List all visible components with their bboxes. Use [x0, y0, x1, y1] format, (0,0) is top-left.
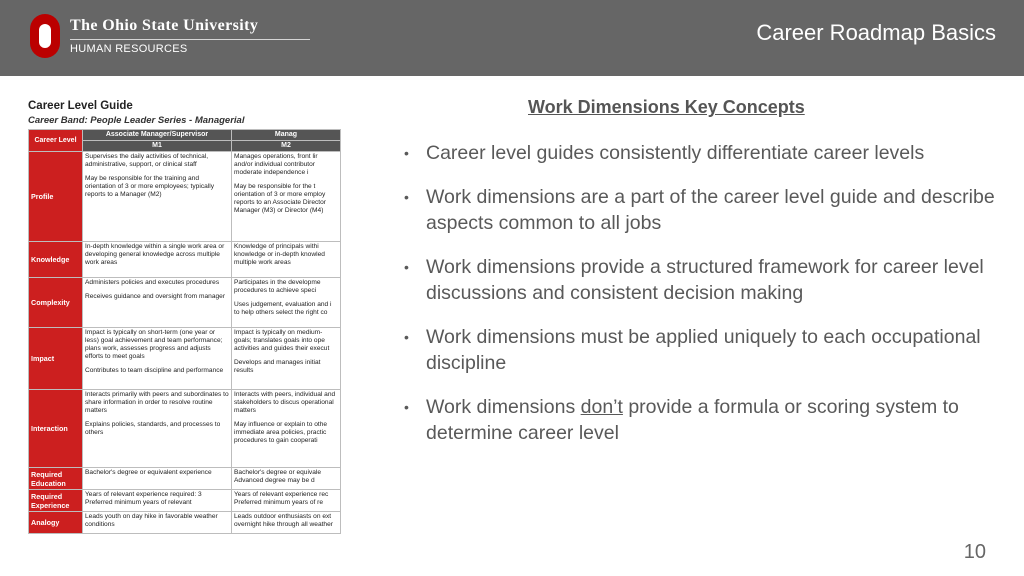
cell-text: Years of relevant experience rec Preferred minimum years of re [234, 491, 329, 506]
cell-m2 [232, 328, 341, 390]
guide-subtitle: Career Band: People Leader Series - Managerial [28, 115, 245, 126]
cell-text: Supervises the daily activities of technical, administrative, support, or clinical staff [85, 153, 209, 168]
cell-m1 [83, 152, 232, 242]
logo-divider [70, 39, 310, 40]
cell-text: May influence or explain to othe immediate area policies, practic procedures to gain cooperati [234, 421, 328, 444]
career-level-guide [28, 100, 340, 534]
guide-table [28, 129, 341, 534]
row-label: Analogy [29, 512, 83, 534]
cell-m2 [232, 278, 341, 328]
column-code-m1: M1 [83, 141, 232, 152]
cell-text: Develops and manages initiat results [234, 359, 321, 374]
bullet-text: provide a formula or scoring system to determine career level [426, 396, 959, 444]
concept-bullet [404, 324, 1004, 376]
row-label: Complexity [29, 278, 83, 328]
row-label: Interaction [29, 390, 83, 468]
cell-m2 [232, 242, 341, 278]
cell-text: Bachelor's degree or equivale Advanced degree may be d [234, 469, 322, 484]
column-title-m1: Associate Manager/Supervisor [83, 130, 232, 141]
row-label: Required Education [29, 468, 83, 490]
guide-row [29, 152, 341, 242]
cell-text: May be responsible for the training and orientation of 3 or more employees; typically reports to a Manager (M2) [85, 175, 215, 198]
cell-m2 [232, 152, 341, 242]
cell-m1 [83, 242, 232, 278]
guide-title: Career Level Guide [28, 100, 133, 112]
cell-m2 [232, 390, 341, 468]
bullet-text: Work dimensions must be applied uniquely to each occupational discipline [426, 326, 981, 374]
cell-m2 [232, 468, 341, 490]
bullet-text: Work dimensions [426, 396, 581, 418]
guide-row [29, 512, 341, 534]
key-concepts-list [404, 140, 1004, 464]
cell-text: Explains policies, standards, and processes to others [85, 421, 221, 436]
cell-text: Years of relevant experience required: 3 Preferred minimum years of relevant [85, 491, 202, 506]
row-label: Required Experience [29, 490, 83, 512]
guide-row [29, 328, 341, 390]
cell-m2 [232, 490, 341, 512]
cell-text: In-depth knowledge within a single work area or developing general knowledge across multiple work areas [85, 243, 225, 266]
cell-text: Interacts with peers, individual and stakeholders to discus operational matters [234, 391, 336, 414]
concept-bullet [404, 394, 1004, 446]
bullet-text: Work dimensions are a part of the career level guide and describe aspects common to all jobs [426, 186, 995, 234]
guide-row [29, 490, 341, 512]
bullet-emphasis: don’t [580, 396, 623, 418]
guide-header-row [29, 130, 341, 141]
concept-bullet [404, 140, 1004, 166]
cell-text: Contributes to team discipline and performance [85, 367, 224, 374]
cell-m1 [83, 328, 232, 390]
osu-logo-icon [30, 14, 60, 58]
row-label: Knowledge [29, 242, 83, 278]
cell-text: Administers policies and executes procedures [85, 279, 220, 286]
guide-row [29, 278, 341, 328]
cell-m1 [83, 512, 232, 534]
guide-row [29, 390, 341, 468]
bullet-text: Career level guides consistently differentiate career levels [426, 142, 925, 164]
concept-bullet [404, 184, 1004, 236]
header-bar [0, 0, 1024, 76]
slide-title: Career Roadmap Basics [756, 20, 996, 45]
cell-text: Leads outdoor enthusiasts on ext overnight hike through all weather [234, 513, 333, 528]
column-title-m2: Manag [232, 130, 341, 141]
career-level-label: Career Level [29, 130, 83, 152]
column-code-m2: M2 [232, 141, 341, 152]
row-label: Impact [29, 328, 83, 390]
cell-text: Participates in the developme procedures to achieve speci [234, 279, 321, 294]
cell-text: Leads youth on day hike in favorable weather conditions [85, 513, 218, 528]
cell-text: Knowledge of principals withi knowledge or in-depth knowled multiple work areas [234, 243, 325, 266]
university-name: The Ohio State University [70, 17, 259, 34]
guide-row [29, 468, 341, 490]
cell-text: Impact is typically on short-term (one year or less) goal achievement and team performance; plans work, assesses progress and adjusts efforts to meet goals [85, 329, 223, 360]
cell-text: Manages operations, front lir and/or individual contributor moderate independence i [234, 153, 318, 176]
cell-text: May be responsible for the t orientation of 3 or more employ reports to an Associate Director Manager (M3) or Director (M4) [234, 183, 326, 214]
cell-text: Interacts primarily with peers and subordinates to share information in order to resolve routine matters [85, 391, 229, 414]
cell-text: Uses judgement, evaluation and i to help others select the right co [234, 301, 332, 316]
guide-row [29, 242, 341, 278]
row-label: Profile [29, 152, 83, 242]
key-concepts-heading: Work Dimensions Key Concepts [528, 97, 805, 117]
cell-m1 [83, 468, 232, 490]
cell-m1 [83, 390, 232, 468]
page-number: 10 [963, 541, 986, 563]
cell-text: Receives guidance and oversight from manager [85, 293, 226, 300]
unit-name: HUMAN RESOURCES [70, 43, 188, 55]
cell-text: Impact is typically on medium- goals; translates goals into ope activities and guides their execut [234, 329, 330, 352]
cell-m1 [83, 490, 232, 512]
concept-bullet [404, 254, 1004, 306]
cell-m2 [232, 512, 341, 534]
cell-text: Bachelor's degree or equivalent experience [85, 469, 212, 476]
bullet-text: Work dimensions provide a structured framework for career level discussions and consistent decision making [426, 256, 984, 304]
cell-m1 [83, 278, 232, 328]
